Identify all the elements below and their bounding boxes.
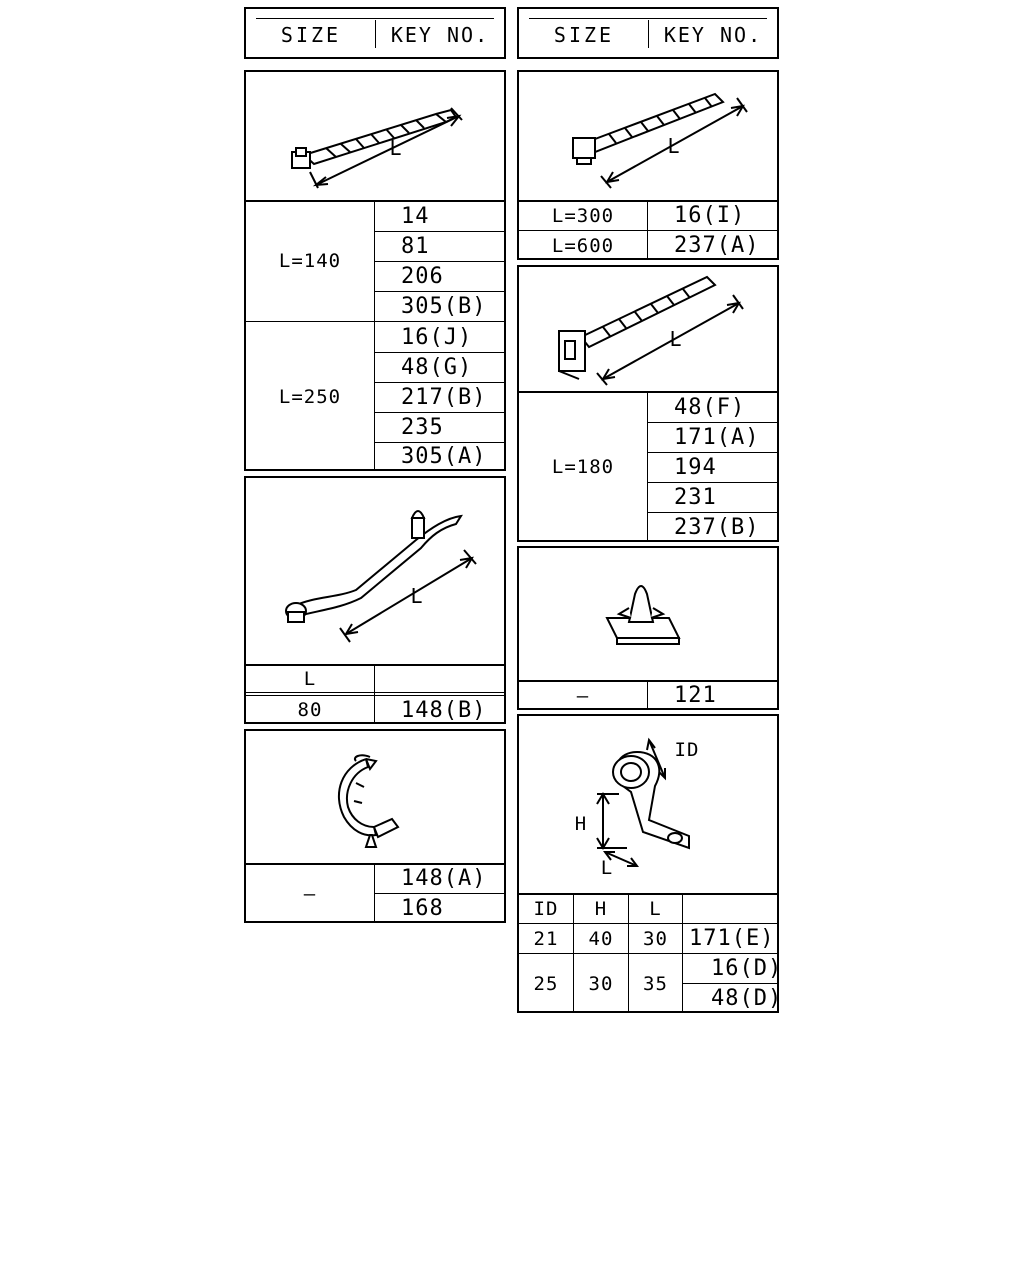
dimension-label-l: L — [389, 136, 403, 160]
size-cell: L=250 — [278, 385, 342, 408]
l-cell: 35 — [643, 972, 668, 995]
cable-tie-head — [573, 138, 595, 158]
dimension-label-l: L — [667, 134, 681, 158]
key-no-cell: 81 — [401, 233, 430, 259]
key-no-cell: 237(B) — [674, 514, 760, 540]
key-no-cell: 148(A) — [401, 866, 487, 891]
key-no-cell: 14 — [401, 203, 430, 229]
size-header: SIZE — [553, 23, 615, 47]
size-header: SIZE — [280, 23, 342, 47]
strap-clip-panel — [244, 476, 506, 724]
key-no-cell: 206 — [401, 263, 444, 289]
key-no-cell: 217(B) — [401, 384, 487, 410]
key-no-cell: 194 — [674, 454, 717, 480]
id-cell: 25 — [533, 972, 559, 995]
column-header-h: H — [594, 897, 608, 920]
key-no-cell: 305(A) — [401, 444, 487, 469]
dimension-label-id: ID — [674, 739, 700, 761]
size-cell: 80 — [297, 699, 323, 721]
h-cell: 30 — [588, 972, 614, 995]
mount-cable-tie-illustration — [519, 267, 777, 392]
clamp-body — [339, 759, 376, 835]
header-left — [244, 7, 506, 59]
key-no-cell: 305(B) — [401, 293, 487, 319]
strap-pin — [412, 518, 424, 538]
cable-tie-panel — [244, 70, 506, 471]
dimension-label-l: L — [410, 584, 424, 608]
key-no-cell: 148(B) — [401, 697, 487, 723]
h-cell: 40 — [588, 927, 614, 950]
p-clamp-loop — [613, 756, 649, 788]
size-cell: L=140 — [278, 250, 342, 272]
p-clamp-illustration — [519, 716, 777, 893]
dimension-label-l: L — [600, 857, 614, 879]
column-header-l: L — [303, 668, 317, 690]
key-no-cell: 16(D) — [711, 956, 783, 981]
p-clamp-panel — [517, 714, 783, 1013]
key-no-header: KEY NO. — [663, 23, 763, 47]
key-no-cell: 171(E) — [689, 926, 775, 951]
long-cable-tie-panel — [517, 70, 779, 260]
pipe-clamp-illustration — [246, 731, 504, 863]
dimension-label-l: L — [669, 327, 683, 351]
long-cable-tie-illustration — [519, 72, 777, 200]
key-no-cell: 121 — [674, 683, 717, 708]
key-no-cell: 168 — [401, 895, 444, 921]
strap-clip-illustration — [246, 478, 504, 664]
header-rule — [256, 18, 494, 19]
strap-body — [294, 516, 461, 616]
header-right — [517, 7, 779, 59]
key-no-cell: 237(A) — [674, 233, 760, 258]
key-no-cell: 171(A) — [674, 424, 760, 450]
key-no-cell: 16(J) — [401, 324, 473, 350]
key-no-cell: 48(F) — [674, 394, 746, 420]
header-rule — [529, 18, 767, 19]
key-no-cell: 48(D) — [711, 986, 783, 1011]
clip-stud — [629, 586, 653, 622]
p-clamp-hole — [668, 833, 682, 843]
size-cell: – — [576, 684, 590, 707]
key-no-cell: 235 — [401, 414, 444, 440]
column-header-l: L — [649, 897, 662, 920]
cable-tie-illustration — [246, 72, 504, 200]
clamp-fastener — [366, 835, 376, 847]
key-no-header: KEY NO. — [390, 23, 490, 47]
l-cell: 30 — [643, 927, 668, 950]
column-header-id: ID — [533, 897, 559, 920]
key-no-cell: 48(G) — [401, 354, 473, 380]
pipe-clamp-panel — [244, 729, 506, 923]
size-cell: L=300 — [551, 204, 615, 227]
column-header-key — [683, 894, 777, 923]
id-cell: 21 — [533, 927, 559, 950]
key-no-cell: 16(I) — [674, 203, 746, 228]
push-clip-panel — [517, 546, 779, 710]
size-cell: – — [303, 882, 317, 905]
cable-tie-strap — [587, 94, 723, 152]
column-header-key — [375, 666, 504, 692]
dimension-label-h: H — [574, 813, 588, 835]
size-cell: L=180 — [551, 456, 615, 478]
size-cell: L=600 — [551, 234, 615, 257]
mount-cable-tie-panel — [517, 265, 779, 542]
cable-tie-strap — [581, 277, 715, 347]
push-clip-illustration — [519, 548, 777, 680]
key-no-cell: 231 — [674, 484, 717, 510]
